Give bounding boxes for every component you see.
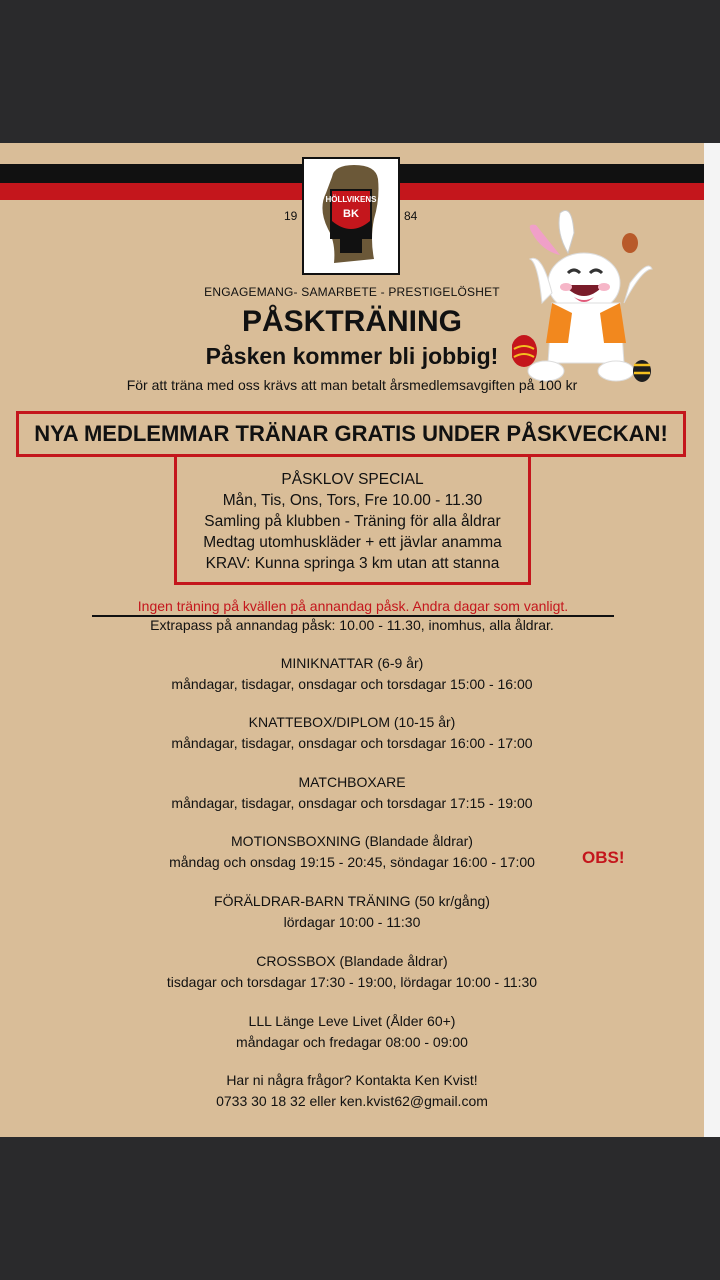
contact-question: Har ni några frågor? Kontakta Ken Kvist! xyxy=(226,1072,478,1088)
motto: ENGAGEMANG- SAMARBETE - PRESTIGELÖSHET xyxy=(204,285,500,299)
schedule-name: LLL Länge Leve Livet (Ålder 60+) xyxy=(248,1013,456,1029)
schedule-time: måndagar, tisdagar, onsdagar och torsdagar 16:00 - 17:00 xyxy=(171,735,533,751)
year-left: 19 xyxy=(284,209,298,223)
schedule-time: måndagar, tisdagar, onsdagar och torsdagar 15:00 - 16:00 xyxy=(171,676,533,692)
schedule-time: måndag och onsdag 19:15 - 20:45, söndagar 16:00 - 17:00 xyxy=(169,854,535,870)
free-training-banner: NYA MEDLEMMAR TRÄNAR GRATIS UNDER PÅSKVECKAN! xyxy=(16,411,686,457)
schedule-time: måndagar och fredagar 08:00 - 09:00 xyxy=(236,1034,468,1050)
schedule-time: lördagar 10:00 - 11:30 xyxy=(283,914,421,930)
special-line: Medtag utomhuskläder + ett jävlar anamma xyxy=(203,534,502,551)
special-line: KRAV: Kunna springa 3 km utan att stanna xyxy=(205,555,500,572)
logo-abbr: BK xyxy=(343,208,359,220)
special-title: PÅSKLOV SPECIAL xyxy=(281,471,424,488)
schedule-time: tisdagar och torsdagar 17:30 - 19:00, lördagar 10:00 - 11:30 xyxy=(166,974,538,990)
boxing-glove-emblem xyxy=(304,159,398,273)
logo-club-name: HÖLLVIKENS xyxy=(325,195,377,204)
schedule-name: FÖRÄLDRAR-BARN TRÄNING (50 kr/gång) xyxy=(214,893,490,909)
no-training-notice: Ingen träning på kvällen på annandag påsk. Andra dagar som vanligt. xyxy=(92,597,614,617)
contact-details[interactable]: 0733 30 18 32 eller ken.kvist62@gmail.com xyxy=(216,1093,488,1109)
poster-title: PÅSKTRÄNING xyxy=(241,305,462,338)
schedule-name: KNATTEBOX/DIPLOM (10-15 år) xyxy=(248,714,456,730)
special-line: Mån, Tis, Ons, Tors, Fre 10.00 - 11.30 xyxy=(222,492,483,509)
schedule-name: MOTIONSBOXNING (Blandade åldrar) xyxy=(231,833,473,849)
poster-edge xyxy=(704,143,720,1137)
poster-subtitle: Påsken kommer bli jobbig! xyxy=(205,343,499,369)
year-right: 84 xyxy=(404,209,418,223)
fee-note: För att träna med oss krävs att man betalt årsmedlemsavgiften på 100 kr xyxy=(126,377,578,393)
easter-special-box xyxy=(174,457,531,585)
extra-session: Extrapass på annandag påsk: 10.00 - 11.30, inomhus, alla åldrar. xyxy=(150,617,554,633)
club-logo xyxy=(302,157,400,275)
schedule-name: CROSSBOX (Blandade åldrar) xyxy=(256,953,448,969)
schedule-name: MINIKNATTAR (6-9 år) xyxy=(280,655,424,671)
schedule-time: måndagar, tisdagar, onsdagar och torsdagar 17:15 - 19:00 xyxy=(171,795,533,811)
poster xyxy=(0,143,704,1137)
obs-label: OBS! xyxy=(582,848,625,867)
schedule-name: MATCHBOXARE xyxy=(298,774,406,790)
special-line: Samling på klubben - Träning för alla åldrar xyxy=(204,513,501,530)
